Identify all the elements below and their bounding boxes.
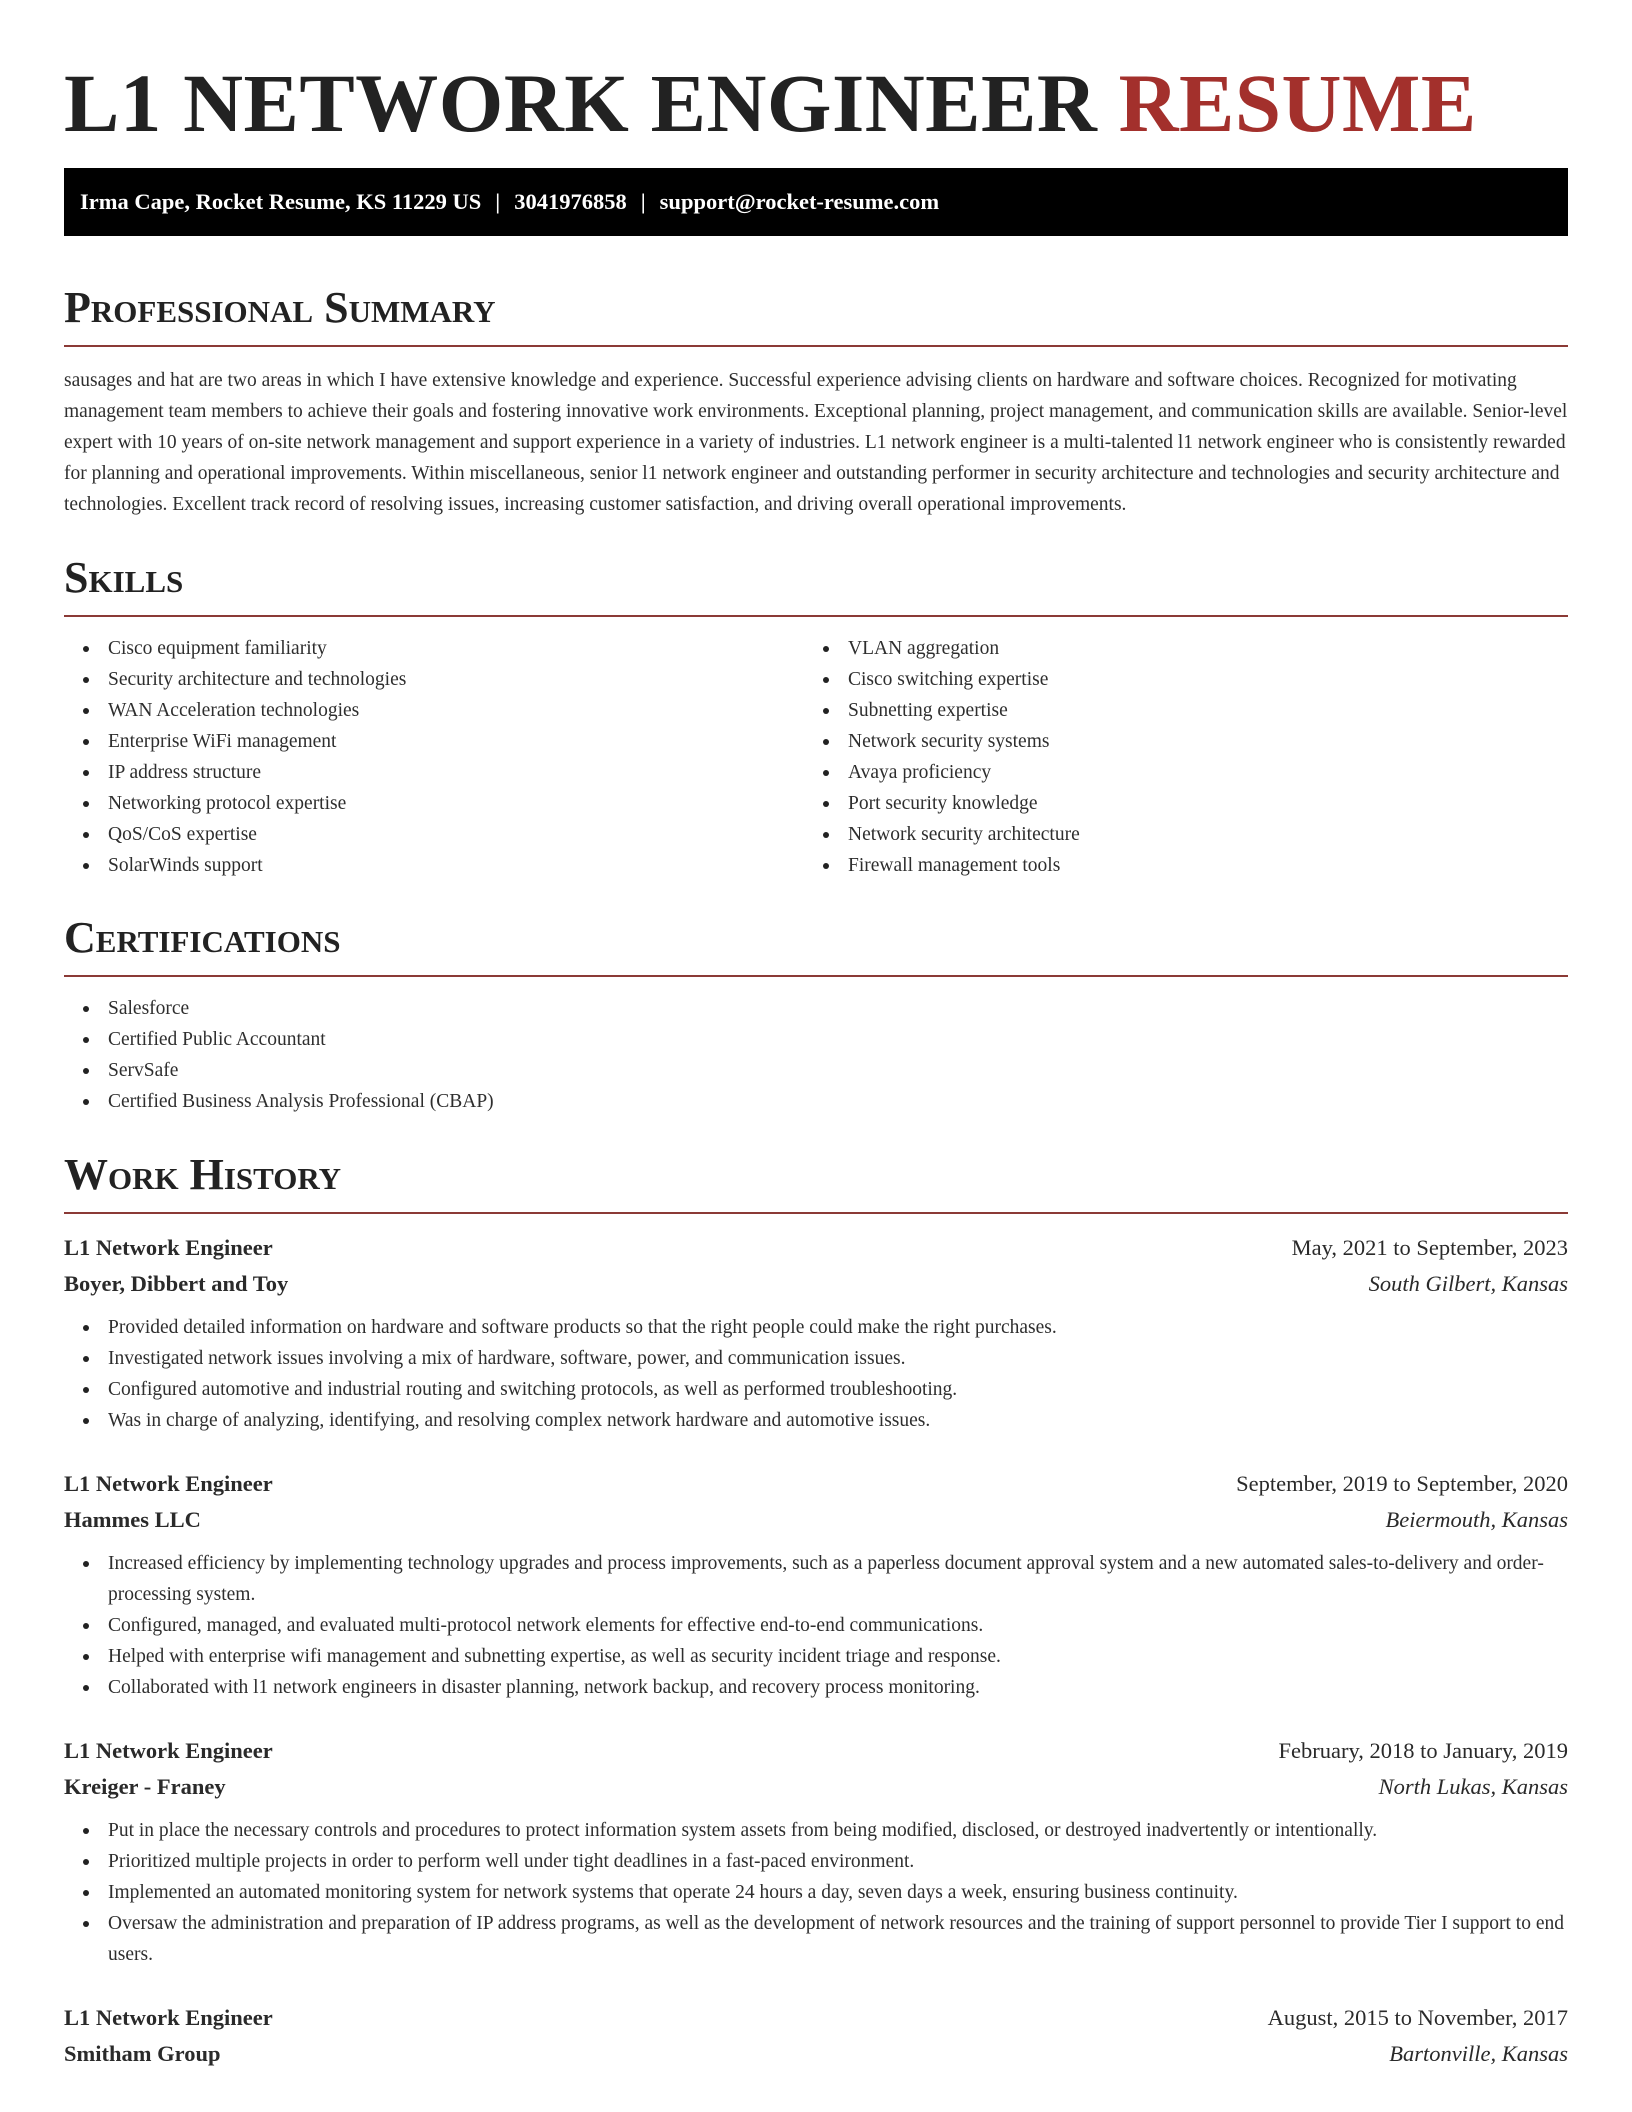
summary-text: sausages and hat are two areas in which I have extensive knowledge and experience. Successful experience advising clients on hardware and software choices. Recognized for motivating management team members to achieve their goals and fostering innovative work environments. Exceptional planning, project management, and communication skills are available. Senior-level expert with 10 years of on-site network management and support experience in a variety of industries. L1 network engineer is a multi-talented l1 network engineer who is consistently rewarded for planning and operational improvements. Within miscellaneous, senior l1 network engineer and outstanding performer in security architecture and technologies and security architecture and technologies. Excellent track record of resolving issues, increasing customer satisfaction, and driving overall operational improvements. <box>64 370 1568 515</box>
job-dates: September, 2019 to September, 2020 <box>1236 1471 1568 1496</box>
job-company-row <box>64 1769 1568 1805</box>
job-bullet: Configured, managed, and evaluated multi-protocol network elements for effective end-to-end communications. <box>108 1610 1568 1641</box>
job-location: North Lukas, Kansas <box>1378 1774 1568 1799</box>
summary-section <box>64 283 1568 520</box>
job-header-row <box>64 2000 1568 2036</box>
summary-heading: Professional Summary <box>64 283 1568 347</box>
skills-grid <box>64 633 1568 881</box>
certification-item: ServSafe <box>108 1055 1568 1086</box>
skill-item: Network security systems <box>848 726 1544 757</box>
job-header-row <box>64 1230 1568 1266</box>
skill-item: Network security architecture <box>848 819 1544 850</box>
job-company: Smitham Group <box>64 2041 221 2066</box>
job-bullet: Collaborated with l1 network engineers in disaster planning, network backup, and recovery process monitoring. <box>108 1672 1568 1703</box>
skills-heading: Skills <box>64 553 1568 617</box>
skill-item: Port security knowledge <box>848 788 1544 819</box>
certification-item: Certified Public Accountant <box>108 1024 1568 1055</box>
skill-item: Networking protocol expertise <box>108 788 804 819</box>
job-bullet: Put in place the necessary controls and procedures to protect information system assets from being modified, disclosed, or destroyed inadvertently or intentionally. <box>108 1815 1568 1846</box>
certification-item: Certified Business Analysis Professional (CBAP) <box>108 1086 1568 1117</box>
skills-list-right <box>804 633 1544 881</box>
job-company: Boyer, Dibbert and Toy <box>64 1271 289 1296</box>
job-header-row <box>64 1733 1568 1769</box>
job-dates: February, 2018 to January, 2019 <box>1278 1738 1568 1763</box>
job-dates: August, 2015 to November, 2017 <box>1267 2005 1568 2030</box>
skills-list-left <box>64 633 804 881</box>
skill-item: SolarWinds support <box>108 850 804 881</box>
skill-item: Security architecture and technologies <box>108 664 804 695</box>
skill-item: QoS/CoS expertise <box>108 819 804 850</box>
job-bullets <box>64 1548 1568 1703</box>
skill-item: Cisco switching expertise <box>848 664 1544 695</box>
job-bullet: Oversaw the administration and preparation of IP address programs, as well as the development of network resources and the training of support personnel to provide Tier I support to end users. <box>108 1908 1568 1970</box>
certifications-heading: Certifications <box>64 913 1568 977</box>
job-title: L1 Network Engineer <box>64 1235 273 1260</box>
job-company: Kreiger - Franey <box>64 1774 226 1799</box>
work-history-heading: Work History <box>64 1150 1568 1214</box>
skill-item: Enterprise WiFi management <box>108 726 804 757</box>
job-title: L1 Network Engineer <box>64 1738 273 1763</box>
work-history-section <box>64 1150 1568 2072</box>
job-location: South Gilbert, Kansas <box>1368 1271 1568 1296</box>
skills-section <box>64 553 1568 881</box>
job-company: Hammes LLC <box>64 1507 201 1532</box>
job-title: L1 Network Engineer <box>64 1471 273 1496</box>
job-bullet: Prioritized multiple projects in order to perform well under tight deadlines in a fast-paced environment. <box>108 1846 1568 1877</box>
contact-bar <box>64 168 1568 236</box>
job-entry <box>64 2000 1568 2072</box>
job-bullet: Was in charge of analyzing, identifying, and resolving complex network hardware and automotive issues. <box>108 1405 1568 1436</box>
job-bullets <box>64 1312 1568 1436</box>
job-bullet: Provided detailed information on hardware and software products so that the right people could make the right purchases. <box>108 1312 1568 1343</box>
job-header-row <box>64 1466 1568 1502</box>
certifications-list <box>64 993 1568 1117</box>
job-company-row <box>64 1502 1568 1538</box>
job-bullet: Increased efficiency by implementing technology upgrades and process improvements, such as a paperless document approval system and a new automated sales-to-delivery and order-processing system. <box>108 1548 1568 1610</box>
skill-item: Firewall management tools <box>848 850 1544 881</box>
job-dates: May, 2021 to September, 2023 <box>1291 1235 1568 1260</box>
job-bullets <box>64 1815 1568 1970</box>
contact-separator: | <box>495 189 501 214</box>
job-bullet: Implemented an automated monitoring system for network systems that operate 24 hours a day, seven days a week, ensuring business continuity. <box>108 1877 1568 1908</box>
job-entry <box>64 1466 1568 1703</box>
skills-column-left <box>64 633 804 881</box>
skill-item: Cisco equipment familiarity <box>108 633 804 664</box>
skill-item: VLAN aggregation <box>848 633 1544 664</box>
job-bullet: Investigated network issues involving a mix of hardware, software, power, and communication issues. <box>108 1343 1568 1374</box>
contact-email: support@rocket-resume.com <box>659 189 940 214</box>
job-title: L1 Network Engineer <box>64 2005 273 2030</box>
skill-item: IP address structure <box>108 757 804 788</box>
job-bullet: Helped with enterprise wifi management and subnetting expertise, as well as security incident triage and response. <box>108 1641 1568 1672</box>
certifications-section <box>64 913 1568 1117</box>
title-accent: RESUME <box>1118 57 1477 149</box>
resume-page <box>64 0 1568 2072</box>
job-company-row <box>64 2036 1568 2072</box>
skills-column-right <box>804 633 1544 881</box>
resume-title <box>64 0 1568 148</box>
job-location: Beiermouth, Kansas <box>1385 1507 1568 1532</box>
certification-item: Salesforce <box>108 993 1568 1024</box>
skill-item: WAN Acceleration technologies <box>108 695 804 726</box>
job-entry <box>64 1733 1568 1970</box>
job-bullet: Configured automotive and industrial routing and switching protocols, as well as performed troubleshooting. <box>108 1374 1568 1405</box>
contact-separator: | <box>640 189 646 214</box>
title-main: L1 NETWORK ENGINEER <box>64 57 1098 149</box>
skill-item: Avaya proficiency <box>848 757 1544 788</box>
job-location: Bartonville, Kansas <box>1389 2041 1568 2066</box>
job-company-row <box>64 1266 1568 1302</box>
job-entry <box>64 1230 1568 1436</box>
contact-phone: 3041976858 <box>514 189 627 214</box>
contact-address: Irma Cape, Rocket Resume, KS 11229 US <box>80 189 482 214</box>
skill-item: Subnetting expertise <box>848 695 1544 726</box>
